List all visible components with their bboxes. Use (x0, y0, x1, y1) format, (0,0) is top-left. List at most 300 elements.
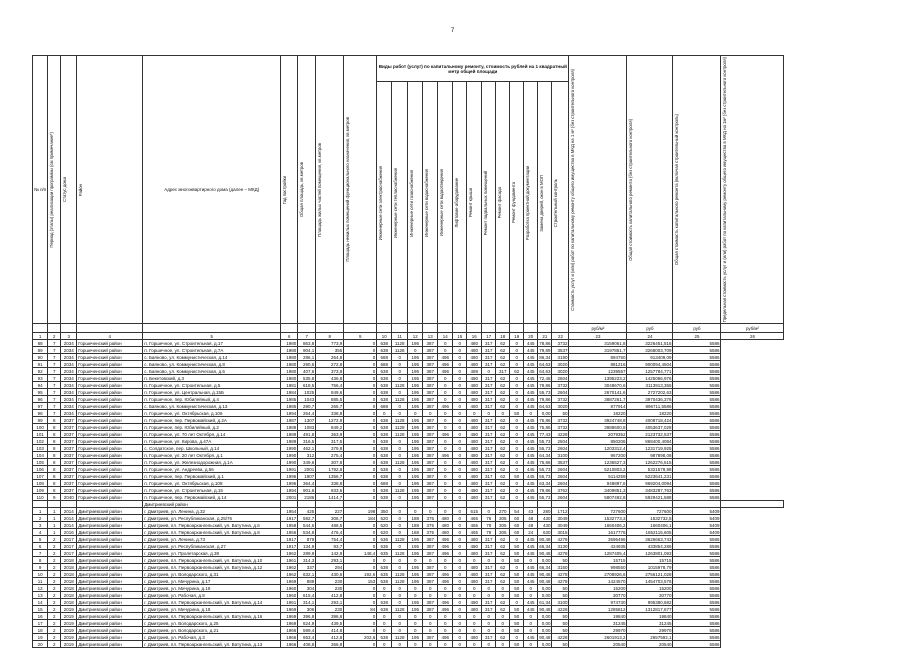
table-cell: 15200 (627, 585, 673, 592)
table-cell: 2079352 (569, 431, 627, 438)
table-cell: 5586 (673, 375, 721, 382)
table-cell: 66,34 (539, 564, 551, 570)
table-cell: 63,34 (539, 480, 551, 486)
table-cell: 48 (524, 515, 538, 522)
table-cell: 387 (423, 466, 438, 473)
table-cell: Горшеченский район (77, 340, 143, 347)
table-cell: 638 (377, 459, 392, 466)
table-cell: 64,63 (539, 403, 551, 409)
table-cell: 0 (453, 368, 467, 375)
header-work-3: Инженерные сети газоснабжения (409, 169, 415, 237)
table-cell: 1263801,093 (627, 550, 673, 557)
table-cell: 94 (33, 382, 48, 389)
table-cell: 2018 (61, 599, 77, 606)
table-cell: 480 (438, 522, 453, 529)
table-cell: 3100 (552, 599, 569, 606)
table-cell: 1990 (281, 452, 298, 459)
table-cell: 3150 (552, 564, 569, 571)
table-cell: 1980 (281, 361, 298, 368)
table-cell: 1043 (298, 396, 316, 403)
table-cell: 0 (496, 592, 510, 599)
table-cell: 1128 (392, 459, 408, 466)
table-cell: 79,89 (539, 347, 551, 353)
table-cell: 3197851,7 (569, 347, 627, 354)
table-cell: 0,00 (538, 620, 552, 627)
table-cell: 0,00 (538, 627, 552, 634)
table-cell: 2 (48, 634, 61, 641)
table-cell: п. Горшечное, ул. 70 лет Октября, д.14 (143, 431, 281, 438)
table-cell: 0 (392, 410, 408, 417)
table-cell: 4053637,028 (627, 424, 673, 431)
table-cell: 900094,4504 (627, 361, 673, 368)
table-cell: 317 (482, 634, 496, 641)
table-cell: 2037 (61, 424, 77, 431)
table-cell: г. Дмитриев, ул. Республиканская, д.27 (143, 543, 281, 550)
table-cell: г. Дмитриев, ул. Мичурина, д.18 (143, 606, 281, 613)
table-cell: 2604 (552, 466, 569, 473)
table-cell: 195 (408, 431, 423, 438)
table-cell: 496 (438, 431, 453, 438)
table-cell: 638 (377, 466, 392, 473)
table-cell: 62 (496, 487, 510, 494)
table-cell: 3970436,376 (627, 396, 673, 403)
table-cell: г. Дмитриев, пл. Первоархангельский, ул. Ватутина, д.13 (143, 641, 281, 648)
table-cell: 0 (344, 375, 377, 382)
table-cell: 2034 (61, 375, 77, 382)
table-cell: 0 (467, 613, 482, 620)
table-cell: 620 (377, 522, 392, 529)
table-cell: 195 (408, 389, 423, 396)
header-func-area: Площадь нежилых помещений функционального назначения, кв.метров (345, 117, 351, 262)
table-cell: 50 (510, 641, 524, 648)
table-cell: 305 (496, 515, 510, 522)
table-cell: 306,7 (316, 515, 344, 522)
table-cell: 0 (438, 480, 453, 487)
table-cell: Горшеченский район (77, 396, 143, 403)
table-cell: Дмитриевский район (77, 543, 143, 550)
table-cell: 50 (552, 410, 569, 417)
table-cell: 5586 (673, 347, 721, 354)
table-cell: 1907 (298, 473, 316, 480)
table-cell: 2034 (61, 340, 77, 347)
table-cell: 1128 (392, 571, 408, 578)
table-cell: 0 (392, 494, 408, 501)
table-cell: 0 (377, 641, 392, 648)
header-work-12: Замена дверей, окон в МОП (539, 174, 545, 232)
table-cell: 62 (496, 361, 510, 368)
table-cell: 1128 (392, 550, 408, 557)
table-cell: 445 (524, 550, 538, 557)
table-cell: 75,86 (539, 417, 551, 423)
table-cell: 198 (344, 508, 377, 515)
table-cell: 1395223,2 (569, 375, 627, 382)
table-cell: 0 (344, 396, 377, 403)
table-cell: 653,4 (298, 634, 316, 641)
table-row (33, 396, 784, 403)
table-cell: 50 (510, 620, 524, 627)
table-cell: 0,00 (538, 641, 552, 648)
table-cell: 445 (524, 578, 538, 585)
table-cell: 7 (48, 354, 61, 361)
table-cell: 0 (423, 592, 438, 599)
column-number: 16 (467, 333, 482, 340)
table-cell: 5586 (673, 466, 721, 473)
table-cell: 638 (377, 599, 392, 606)
table-cell: 0 (377, 620, 392, 627)
table-cell: 30770 (569, 592, 627, 599)
table-cell: 7 (48, 389, 61, 396)
table-cell: 60 (510, 529, 524, 536)
table-cell: 195 (408, 424, 423, 431)
table-cell: 436,8 (316, 375, 344, 382)
table-cell: 98 (33, 410, 48, 417)
table-cell: 195 (408, 571, 423, 578)
table-cell: 0 (344, 347, 377, 354)
table-cell: 272,8 (316, 361, 344, 368)
table-cell: 0 (344, 557, 377, 564)
table-cell: 0 (392, 557, 408, 564)
table-cell: 387 (423, 459, 438, 466)
table-cell: 868400,4084 (627, 438, 673, 445)
table-cell: 8 (48, 417, 61, 424)
table-cell: 480 (467, 466, 482, 473)
table-cell: 102 (33, 438, 48, 445)
table-cell: п. Бекетовский, д.3 (143, 375, 281, 382)
table-cell: 294 (316, 564, 344, 571)
table-cell: 5586 (673, 431, 721, 438)
table-cell: п. Горшечное, ул. Железнодорожная, д.1А (143, 459, 281, 466)
table-cell: 2037 (61, 438, 77, 445)
table-cell: 2018 (61, 578, 77, 585)
table-cell: 0 (482, 410, 496, 417)
table-cell: 317 (482, 487, 496, 494)
table-cell: 188 (408, 529, 423, 536)
table-cell: 15200 (569, 585, 627, 592)
table-cell: 103 (33, 445, 48, 452)
table-cell: 0 (438, 375, 453, 382)
table-cell: п. Горшечное, ул. Строительная, д.15 (143, 487, 281, 494)
table-cell: 0 (453, 354, 467, 361)
table-cell: 4228 (552, 606, 569, 613)
table-cell: 1128 (392, 431, 408, 438)
table-cell: г. Дмитриев, пл. Первоархангельский, ул. Ватутина, д.10 (143, 557, 281, 564)
table-cell: 1966 (281, 627, 298, 634)
table-cell: 1961 (281, 557, 298, 564)
table-cell: 480 (438, 529, 453, 536)
table-cell: 8 (48, 459, 61, 466)
table-cell: 0 (438, 564, 453, 571)
header-work-4: Инженерные сети водоснабжения (424, 168, 430, 237)
table-cell: 0 (344, 473, 377, 480)
table-cell: 62 (496, 403, 510, 410)
table-cell: 366,8 (316, 641, 344, 648)
table-cell: 1962 (281, 550, 298, 557)
table-cell: 1985 (281, 396, 298, 403)
table-cell: 1981 (281, 382, 298, 389)
table-cell: 62 (496, 452, 510, 459)
table-cell: 195 (408, 375, 423, 382)
table-cell: 1988 (281, 424, 298, 431)
table-cell: 265,7 (316, 403, 344, 410)
table-cell: 0 (453, 473, 467, 480)
table-cell: 1128 (392, 487, 408, 494)
table-cell: 110 (33, 494, 48, 501)
table-cell: 61,34 (539, 599, 551, 605)
table-cell: 0 (482, 613, 496, 620)
table-cell: 0 (496, 627, 510, 634)
table-cell: 1980 (281, 347, 298, 354)
table-cell: с. Баяново, ул. Коммунистическая, д.6 (143, 368, 281, 375)
table-cell: 0 (344, 627, 377, 634)
table-cell: 3762 (552, 487, 569, 494)
table-row (33, 585, 784, 592)
table-cell: 4278 (552, 536, 569, 543)
table-cell: 535,8 (298, 375, 316, 382)
table-cell: 0 (453, 634, 467, 641)
table-cell: 0 (438, 508, 453, 515)
table-cell: 89 (33, 347, 48, 354)
table-cell: 1960 (281, 585, 298, 592)
table-row (33, 515, 784, 522)
table-cell: 0 (467, 592, 482, 599)
table-cell: 104 (33, 452, 48, 459)
table-cell: 7 (48, 396, 61, 403)
table-cell: г. Дмитриев, пл. Первоархангельский, ул. Ватутина, д.6 (143, 522, 281, 529)
table-cell: 638 (377, 564, 392, 571)
table-cell: 3020 (552, 361, 569, 368)
table-cell: 0 (392, 375, 408, 382)
table-cell: 2037 (61, 487, 77, 494)
table-cell: 0 (392, 354, 408, 361)
table-cell: 1994 (281, 487, 298, 494)
table-cell: 62 (496, 606, 510, 613)
table-cell: 480 (467, 487, 482, 494)
table-cell: 0 (392, 543, 408, 550)
table-cell: 3626663,743 (627, 536, 673, 543)
table-cell: 445 (524, 473, 538, 480)
table-row (33, 347, 784, 354)
table-cell: 387 (423, 550, 438, 557)
table-cell: 3190 (552, 354, 569, 361)
table-cell: 754,4 (316, 536, 344, 543)
header-work-13: Строительный контроль (553, 178, 559, 228)
table-cell: 0 (453, 389, 467, 396)
table-cell: 62 (496, 431, 510, 438)
table-cell: г. Дмитриев, пл. Первоархангельский, ул. Ватутина, д.16 (143, 613, 281, 620)
table-cell: 496 (438, 354, 453, 361)
table-cell: 0 (482, 508, 496, 515)
table-cell: 317 (482, 494, 496, 501)
table-cell: 480 (467, 403, 482, 410)
table-cell: 7 (48, 368, 61, 375)
table-cell: 2014 (61, 522, 77, 529)
table-cell: 264,8 (316, 354, 344, 361)
table-cell: 0 (408, 347, 423, 354)
table-cell: 15 (33, 606, 48, 613)
table-cell: 1454703,576 (627, 578, 673, 585)
table-row (33, 487, 784, 494)
table-cell: Горшеченский район (77, 494, 143, 501)
header-no: № п/п (33, 56, 48, 324)
table-cell: 195 (408, 459, 423, 466)
table-cell: 480 (467, 424, 482, 431)
table-cell: 195 (408, 340, 423, 347)
column-number: 23 (569, 333, 627, 340)
table-cell: 582,7 (298, 515, 316, 522)
table-row (33, 578, 784, 585)
table-cell: 293,1 (316, 557, 344, 564)
table-cell: 0 (438, 382, 453, 389)
table-cell: 350 (377, 508, 392, 515)
table-cell: 7 (48, 340, 61, 347)
table-cell: 62 (496, 445, 510, 452)
table-cell: 727600 (627, 508, 673, 515)
table-cell: 7 (48, 347, 61, 354)
table-cell: 496 (438, 599, 453, 606)
table-cell: 5586 (673, 459, 721, 466)
table-cell: 0 (510, 361, 524, 368)
table-cell: 8 (48, 487, 61, 494)
table-cell: 66,34 (539, 543, 551, 549)
table-cell: 0 (496, 613, 510, 620)
table-cell: п. Горшечное, пер. Первомайский, д.14 (143, 494, 281, 501)
table-cell: 5929421,588 (627, 494, 673, 501)
table-cell: 0 (392, 452, 408, 459)
table-cell: 0 (524, 557, 538, 564)
table-cell: 317 (482, 606, 496, 613)
table-cell: 0 (453, 403, 467, 410)
table-cell: 19840 (569, 613, 627, 620)
table-cell: г. Дмитриев, ул. Володарского, д.31 (143, 571, 281, 578)
table-cell: 188 (408, 515, 423, 522)
table-cell: 30770 (627, 592, 673, 599)
table-cell: 0 (524, 410, 538, 417)
table-cell: 1532773,3 (569, 515, 627, 522)
table-cell: 1987 (281, 417, 298, 424)
table-cell: 0,00 (538, 585, 552, 592)
table-cell: 0 (467, 410, 482, 417)
column-number: 11 (392, 333, 408, 340)
column-number: 18 (496, 333, 510, 340)
table-cell: 20540 (569, 641, 627, 648)
header-district: Район (78, 183, 84, 196)
table-cell: 19840 (627, 613, 673, 620)
table-cell: 90,48 (539, 606, 551, 612)
table-cell: 638 (377, 417, 392, 424)
table-cell: 2604 (552, 438, 569, 445)
table-cell: 2019 (61, 627, 77, 634)
table-cell: п. Горшечное, ул. Андреева, д.56 (143, 466, 281, 473)
table-row (33, 389, 784, 396)
column-number: 6 (281, 333, 298, 340)
table-cell: 5586 (673, 571, 721, 578)
table-cell: 109 (33, 487, 48, 494)
table-cell: 90,48 (539, 536, 551, 542)
table-cell: 62 (496, 466, 510, 473)
column-number: 26 (721, 333, 784, 340)
table-cell: 2 (48, 627, 61, 634)
unit-cell: руб/м² (721, 324, 784, 333)
table-cell: 1128 (392, 340, 408, 347)
table-cell: 5586 (673, 354, 721, 361)
table-cell: 0 (408, 620, 423, 627)
table-cell: 18220 (569, 410, 627, 417)
table-cell: г. Дмитриев, ул. Рабочая, д.3 (143, 634, 281, 641)
table-cell: 195 (408, 599, 423, 606)
table-cell: 1969 (281, 578, 298, 585)
table-cell: 230 (316, 585, 344, 592)
table-cell: 3049 (552, 522, 569, 529)
table-cell: 317 (482, 564, 496, 571)
table-cell: 5 (33, 536, 48, 543)
table-cell: 496 (438, 578, 453, 585)
table-cell: 90 (33, 354, 48, 361)
table-cell: Дмитриевский район (77, 641, 143, 648)
table-cell: 0 (377, 585, 392, 592)
table-cell: 2017 (61, 543, 77, 550)
table-cell: 96 (33, 396, 48, 403)
table-cell: 5586 (673, 438, 721, 445)
column-number: 7 (298, 333, 316, 340)
table-cell: 445 (524, 361, 538, 368)
table-cell: 55,73 (539, 438, 551, 444)
table-cell: 0 (510, 382, 524, 389)
table-cell: 850206 (569, 438, 627, 445)
table-cell: 0 (344, 529, 377, 536)
table-cell: 195 (408, 487, 423, 494)
table-cell: 0 (408, 410, 423, 417)
table-cell: 0 (377, 613, 392, 620)
table-cell: 5586 (673, 361, 721, 368)
table-cell: Дмитриевский район (77, 508, 143, 515)
table-cell: 496 (438, 403, 453, 410)
table-cell: 62 (496, 550, 510, 557)
table-cell: 62 (496, 473, 510, 480)
table-cell: 3537 (552, 347, 569, 354)
table-cell: п. Горшечное, пер. Первомайский, д.2А (143, 417, 281, 424)
table-row (33, 340, 784, 347)
table-cell: 2601913,2 (569, 634, 627, 641)
table-cell: 3159061,8 (569, 340, 627, 347)
table-row (33, 641, 784, 648)
table-cell: 445 (524, 417, 538, 424)
table-cell: 480 (467, 354, 482, 361)
table-cell: Горшеченский район (77, 410, 143, 417)
table-cell: 1966 (281, 641, 298, 648)
table-cell: 55,73 (539, 389, 551, 395)
table-cell: 0 (510, 494, 524, 501)
table-cell: 84 (344, 606, 377, 613)
table-cell: 50 (510, 578, 524, 585)
table-cell: 0 (467, 620, 482, 627)
table-cell: Горшеченский район (77, 347, 143, 354)
table-cell: 18 (33, 627, 48, 634)
table-cell: 0 (423, 410, 438, 417)
table-cell: 50 (552, 627, 569, 634)
table-cell: 0 (344, 403, 377, 410)
table-cell: 317 (482, 480, 496, 487)
table-cell: 727600 (569, 508, 627, 515)
table-cell: 465 (467, 529, 482, 536)
table-cell: 62 (496, 599, 510, 606)
table-cell: 5586 (673, 389, 721, 396)
table-cell: 60 (510, 515, 524, 522)
table-cell: 0 (453, 557, 467, 564)
table-cell: 3537 (552, 459, 569, 466)
table-cell: 496 (438, 550, 453, 557)
table-cell: 3732 (552, 382, 569, 389)
table-cell: 317 (482, 389, 496, 396)
